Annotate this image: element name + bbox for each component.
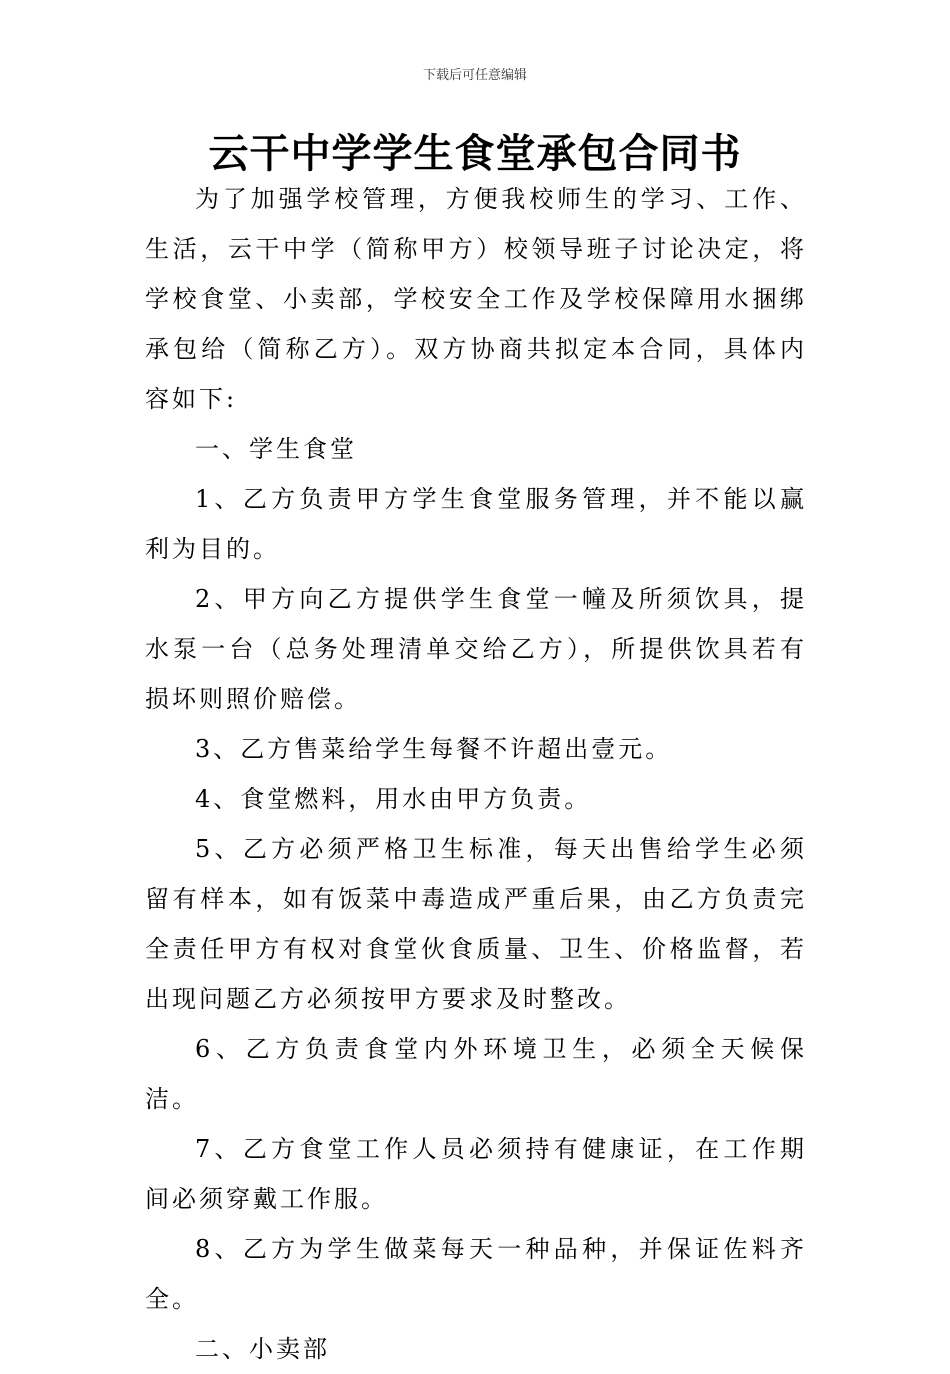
section-heading-canteen: 一、学生食堂: [195, 435, 357, 463]
clause-7: 7、乙方食堂工作人员必须持有健康证，在工作期间必须穿戴工作服。: [145, 1135, 807, 1213]
clause-3: 3、乙方售菜给学生每餐不许超出壹元。: [195, 735, 673, 763]
clause-2: 2、甲方向乙方提供学生食堂一幢及所须饮具，提水泵一台（总务处理清单交给乙方），所提供饮具若有损坏则照价赔偿。: [145, 585, 807, 713]
section-heading-shop: 二、小卖部: [195, 1335, 330, 1363]
clause-1: 1、乙方负责甲方学生食堂服务管理，并不能以赢利为目的。: [145, 485, 807, 563]
document-body: [145, 174, 807, 1374]
header-note: 下载后可任意编辑: [422, 68, 527, 83]
clause-8: 8、乙方为学生做菜每天一种品种，并保证佐料齐全。: [145, 1235, 807, 1313]
document-title: 云干中学学生食堂承包合同书: [208, 130, 742, 177]
paragraph-intro: 为了加强学校管理，方便我校师生的学习、工作、生活，云干中学（简称甲方）校领导班子讨论决定，将学校食堂、小卖部，学校安全工作及学校保障用水捆绑承包给（简称乙方）。双方协商共拟定本合同，具体内容如下:: [145, 185, 807, 413]
clause-6: 6、乙方负责食堂内外环境卫生，必须全天候保洁。: [145, 1035, 807, 1113]
clause-4: 4、食堂燃料，用水由甲方负责。: [195, 785, 592, 813]
clause-5: 5、乙方必须严格卫生标准，每天出售给学生必须留有样本，如有饭菜中毒造成严重后果，由乙方负责完全责任甲方有权对食堂伙食质量、卫生、价格监督，若出现问题乙方必须按甲方要求及时整改。: [145, 835, 807, 1013]
